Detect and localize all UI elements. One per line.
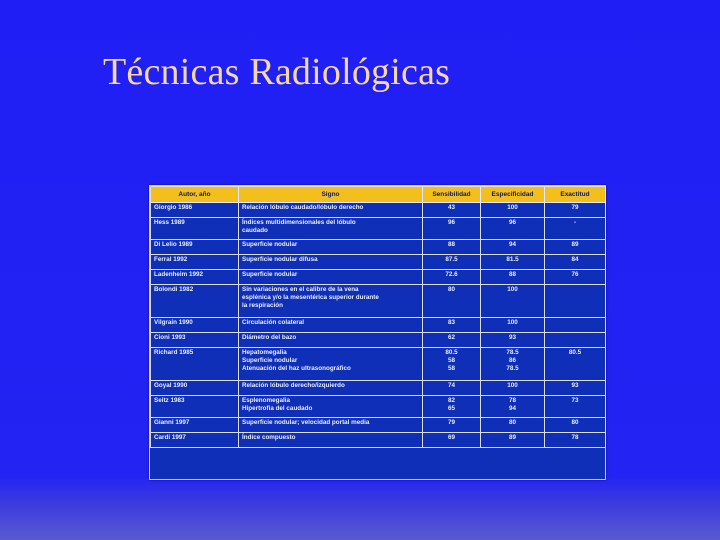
sign-cell-line: caudado	[242, 227, 268, 234]
specificity-cell	[481, 270, 545, 285]
sign-cell-line: Sin variaciones en el calibre de la vena	[242, 286, 359, 293]
author-cell: Ferral 1992	[151, 255, 239, 270]
accuracy-cell	[545, 218, 606, 240]
sign-cell-line: Diámetro del bazo	[242, 334, 297, 341]
header-sign: Signo	[239, 187, 423, 203]
sign-cell	[239, 218, 423, 240]
sensitivity-cell-line: 69	[447, 434, 455, 441]
sensitivity-cell-line: 58	[447, 357, 455, 364]
sensitivity-cell	[423, 433, 481, 448]
header-specificity: Especificidad	[481, 187, 545, 203]
specificity-cell-line: 93	[508, 334, 516, 341]
author-cell: Cioni 1993	[151, 333, 239, 348]
sign-cell	[239, 240, 423, 255]
sensitivity-cell-line: 87.5	[445, 256, 458, 263]
sign-cell	[239, 418, 423, 433]
author-cell: Vilgrain 1990	[151, 318, 239, 333]
accuracy-cell-line: 84	[571, 256, 579, 263]
specificity-cell-line: 86	[508, 357, 516, 364]
sensitivity-cell	[423, 333, 481, 348]
table-row	[151, 255, 606, 270]
accuracy-cell-line: 80.5	[568, 349, 582, 356]
specificity-cell-line: 80	[508, 419, 516, 426]
header-author: Autor, año	[151, 187, 239, 203]
sign-cell-line: Superficie nodular	[242, 271, 298, 278]
specificity-cell-line: 89	[508, 434, 516, 441]
specificity-cell-line: 78.5	[506, 365, 519, 372]
accuracy-cell-line: 79	[571, 204, 579, 211]
author-cell: Ladenheim 1992	[151, 270, 239, 285]
sensitivity-cell-line: 74	[447, 382, 455, 389]
specificity-cell-line: 78.5	[506, 349, 519, 356]
table-row	[151, 240, 606, 255]
sign-cell	[239, 255, 423, 270]
sign-cell-line: la respiración	[242, 302, 283, 309]
sensitivity-cell	[423, 270, 481, 285]
sensitivity-cell	[423, 348, 481, 381]
specificity-cell-line: 100	[507, 204, 518, 211]
sign-cell	[239, 348, 423, 381]
specificity-cell-line: 96	[508, 219, 516, 226]
sensitivity-cell-line: 96	[447, 219, 455, 226]
sign-cell	[239, 318, 423, 333]
accuracy-cell	[545, 333, 606, 348]
sensitivity-cell-line: 80	[447, 286, 455, 293]
accuracy-cell	[545, 285, 606, 318]
specificity-cell	[481, 240, 545, 255]
table-row	[151, 285, 606, 318]
specificity-cell	[481, 396, 545, 418]
sensitivity-cell	[423, 240, 481, 255]
sensitivity-cell	[423, 285, 481, 318]
specificity-cell-line: 100	[507, 286, 518, 293]
specificity-cell	[481, 418, 545, 433]
sensitivity-cell-line: 88	[447, 241, 455, 248]
sensitivity-cell-line: 82	[447, 397, 455, 404]
sensitivity-cell	[423, 318, 481, 333]
specificity-cell-line: 78	[508, 397, 516, 404]
specificity-cell-line: 81.5	[506, 256, 519, 263]
table-row	[151, 381, 606, 396]
sign-cell-line: Índice compuesto	[242, 434, 296, 441]
accuracy-cell	[545, 270, 606, 285]
accuracy-cell-line: 73	[571, 397, 579, 404]
sensitivity-cell-line: 72.6	[445, 271, 458, 278]
table-row	[151, 218, 606, 240]
specificity-cell-line: 94	[508, 241, 516, 248]
sign-cell-line: Hipertrofia del caudado	[242, 405, 313, 412]
specificity-cell	[481, 381, 545, 396]
table-row	[151, 348, 606, 381]
accuracy-cell	[545, 240, 606, 255]
sensitivity-cell-line: 79	[447, 419, 455, 426]
results-table	[149, 185, 606, 480]
accuracy-cell-line: 76	[571, 271, 579, 278]
specificity-cell	[481, 333, 545, 348]
author-cell: Cardi 1997	[151, 433, 239, 448]
sign-cell	[239, 433, 423, 448]
table-row	[151, 333, 606, 348]
table-row	[151, 270, 606, 285]
sign-cell	[239, 333, 423, 348]
table-row	[151, 203, 606, 218]
sign-cell-line: Atenuación del haz ultrasonográfico	[242, 365, 351, 372]
author-cell: Richard 1985	[151, 348, 239, 381]
accuracy-cell	[545, 396, 606, 418]
specificity-cell-line: 94	[508, 405, 516, 412]
sensitivity-cell	[423, 381, 481, 396]
sign-cell-line: Superficie nodular; velocidad portal media	[242, 419, 370, 426]
author-cell: Goyal 1990	[151, 381, 239, 396]
accuracy-cell	[545, 348, 606, 381]
sign-cell-line: Hepatomegalia	[242, 349, 287, 356]
accuracy-cell	[545, 418, 606, 433]
sign-cell-line: Superficie nodular	[242, 241, 298, 248]
specificity-cell-line: 88	[508, 271, 516, 278]
author-cell: Di Lelio 1989	[151, 240, 239, 255]
table-body	[151, 203, 606, 448]
accuracy-cell-line: 93	[571, 382, 579, 389]
specificity-cell-line: 100	[507, 319, 518, 326]
table-row	[151, 418, 606, 433]
accuracy-cell-line: 78	[571, 434, 579, 441]
table-row	[151, 396, 606, 418]
sign-cell-line: esplénica y/o la mesentérica superior durante	[242, 294, 379, 301]
header-sensitivity: Sensibilidad	[423, 187, 481, 203]
author-cell: Gianni 1997	[151, 418, 239, 433]
sign-cell	[239, 270, 423, 285]
accuracy-cell	[545, 381, 606, 396]
sign-cell-line: Superficie nodular difusa	[242, 256, 318, 263]
sign-cell	[239, 396, 423, 418]
sign-cell-line: Relación lóbulo derecho/izquierdo	[242, 382, 345, 389]
author-cell: Bolondi 1982	[151, 285, 239, 318]
author-cell: Hess 1989	[151, 218, 239, 240]
specificity-cell	[481, 318, 545, 333]
specificity-cell	[481, 348, 545, 381]
header-accuracy: Exactitud	[545, 187, 606, 203]
slide-title: Técnicas Radiológicas	[103, 51, 451, 93]
specificity-cell	[481, 218, 545, 240]
sign-cell-line: Relación lóbulo caudado/lóbulo derecho	[242, 204, 364, 211]
sign-cell-line: Superficie nodular	[242, 357, 298, 364]
sensitivity-cell	[423, 218, 481, 240]
sensitivity-cell	[423, 255, 481, 270]
sensitivity-cell-line: 43	[447, 204, 455, 211]
sensitivity-cell-line: 83	[447, 319, 455, 326]
sensitivity-cell-line: 80.5	[445, 349, 458, 356]
sensitivity-cell	[423, 396, 481, 418]
specificity-cell-line: 100	[507, 382, 518, 389]
accuracy-cell	[545, 318, 606, 333]
sensitivity-cell	[423, 418, 481, 433]
accuracy-cell-line: 89	[571, 241, 579, 248]
sign-cell-line: Índices multidimensionales del lóbulo	[242, 219, 356, 226]
table-header-row	[151, 187, 606, 203]
accuracy-cell	[545, 203, 606, 218]
specificity-cell	[481, 285, 545, 318]
sensitivity-cell-line: 65	[447, 405, 455, 412]
sensitivity-cell-line: 62	[447, 334, 455, 341]
sign-cell-line: Esplenomegalia	[242, 397, 290, 404]
accuracy-cell	[545, 255, 606, 270]
table-row	[151, 318, 606, 333]
sign-cell-line: Circulación colateral	[242, 319, 304, 326]
author-cell: Seitz 1983	[151, 396, 239, 418]
accuracy-cell	[545, 433, 606, 448]
specificity-cell	[481, 433, 545, 448]
accuracy-cell-line: -	[573, 219, 577, 226]
sign-cell	[239, 285, 423, 318]
author-cell: Giorgio 1986	[151, 203, 239, 218]
specificity-cell	[481, 203, 545, 218]
sensitivity-cell	[423, 203, 481, 218]
sign-cell	[239, 203, 423, 218]
sign-cell	[239, 381, 423, 396]
specificity-cell	[481, 255, 545, 270]
table-row	[151, 433, 606, 448]
sensitivity-cell-line: 58	[447, 365, 455, 372]
accuracy-cell-line: 80	[571, 419, 579, 426]
